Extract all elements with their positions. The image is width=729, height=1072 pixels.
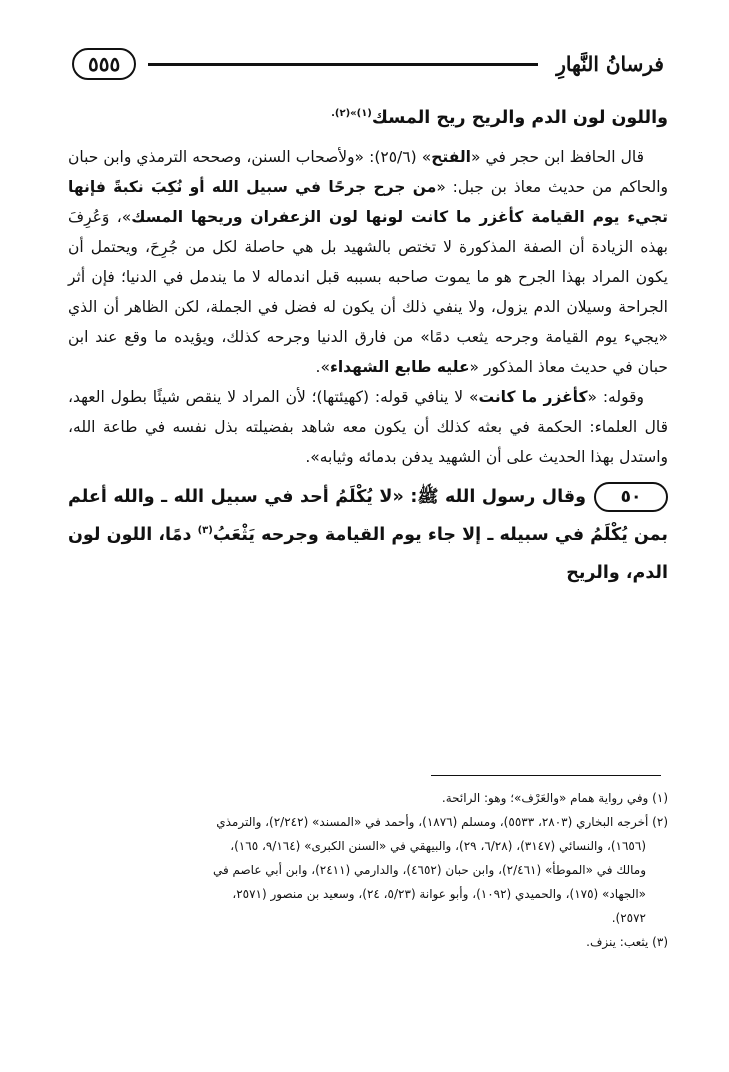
- page-header: [72, 44, 664, 84]
- page-number: ٥٥٥: [72, 48, 136, 80]
- main-text: [68, 100, 668, 592]
- para1-part3: »، وَعُرِفَ بهذه الزيادة أن الصفة المذكورة لا تختص بالشهيد بل هي حاصلة لكل من جُرِحَ، ويحتمل أن يكون المراد بهذا الجرح هو ما يموت صاحبه بسببه قبل اندماله لا ما يندمل في الدنيا؛ فإن أثر الجراحة وسيلان الدم يزول، ولا ينفي ذلك أن يكون له فضل في الجملة، لكن الظاهر أن الذي «يجيء يوم القيامة وجرحه يثعب دمًا» من فارق الدنيا وجرحه كذلك، ويؤيده ما وقع عند ابن حبان في حديث معاذ المذكور «: [68, 208, 668, 376]
- para1-part2: » (٢٥/٦): «ولأصحاب السنن، وصححه الترمذي وابن حبان والحاكم من حديث معاذ بن جبل: «: [68, 148, 669, 196]
- header-rule: [148, 63, 538, 66]
- footnote-divider: [431, 775, 661, 776]
- martyrs-seal-quote: عليه طابع الشهداء: [329, 358, 470, 376]
- hadith-quote: من جرح جرحًا في سبيل الله أو نُكِبَ نكبةً فإنها تجيء يوم القيامة كأغزر ما كانت لونها لون الزعفران وريحها المسك: [68, 178, 668, 226]
- hadith-number: ٥٠: [594, 482, 668, 512]
- lead-footnote-refs: (١)»(٢).: [331, 108, 372, 120]
- hadith-footnote-ref: (٣): [197, 525, 213, 537]
- para1-part4: ».: [315, 358, 330, 376]
- commentary-paragraph: [68, 142, 668, 382]
- footnote-3: (٣) يثعب: ينزف.: [586, 935, 668, 949]
- para1-part1: قال الحافظ ابن حجر في «: [471, 148, 644, 166]
- footnote-2-continued: ومالك في «الموطأ» (٢/٤٦١)، وابن حبان (٤٦٥٢)، والدارمي (٢٤١١)، وابن أبي عاصم في: [212, 863, 646, 877]
- para2-part1: وقوله: «: [587, 388, 644, 406]
- fath-title: الفتح: [431, 148, 471, 166]
- footnote-2-continued: (١٦٥٦)، والنسائي (٣١٤٧)، (٦/٢٨، ٢٩)، والبيهقي في «السنن الكبرى» (٩/١٦٤، ١٦٥)،: [230, 839, 646, 853]
- footnote-1: (١) وفي رواية همام «والعَرْف»؛ وهو: الرائحة.: [441, 791, 668, 805]
- lead-text: واللون لون الدم والريح ريح المسك: [371, 108, 668, 128]
- footnotes: [68, 786, 668, 954]
- hadith-block: [68, 478, 668, 592]
- hadith-text-part1: وقال رسول الله ﷺ: «لا يُكْلَمُ أحد في سبيل الله ـ والله أعلم بمن يُكْلَمُ في سبيله ـ إلا جاء يوم القيامة وجرحه يَثْعَبُ: [68, 487, 668, 545]
- running-title: فرسانُ النَّهارِ: [556, 52, 664, 76]
- para2-part2: » لا ينافي قوله: (كهيئتها)؛ لأن المراد لا ينقص شيئًا بطول العهد، قال العلماء: الحكمة في بعثه كذلك أن يكون معه شاهد بفضيلته بذل نفسه في طاعة الله، واستدل بهذا الحديث على أن الشهيد يدفن بدمائه وثيابه».: [68, 388, 668, 466]
- footnote-2: (٢) أخرجه البخاري (٢٨٠٣، ٥٥٣٣)، ومسلم (١٨٧٦)، وأحمد في «المسند» (٢/٢٤٢)، والترمذي: [216, 815, 668, 829]
- footnote-2-continued: ٢٥٧٢).: [611, 911, 646, 925]
- quoted-phrase: كأغزر ما كانت: [478, 388, 588, 406]
- footnote-2-continued: «الجهاد» (١٧٥)، والحميدي (١٠٩٢)، وأبو عوانة (٥/٢٣، ٢٤)، وسعيد بن منصور (٢٥٧١،: [232, 887, 646, 901]
- explanation-paragraph: [68, 382, 668, 472]
- hadith-text-part2: دمًا، اللون لون الدم، والريح: [68, 525, 668, 583]
- lead-line: [68, 100, 668, 136]
